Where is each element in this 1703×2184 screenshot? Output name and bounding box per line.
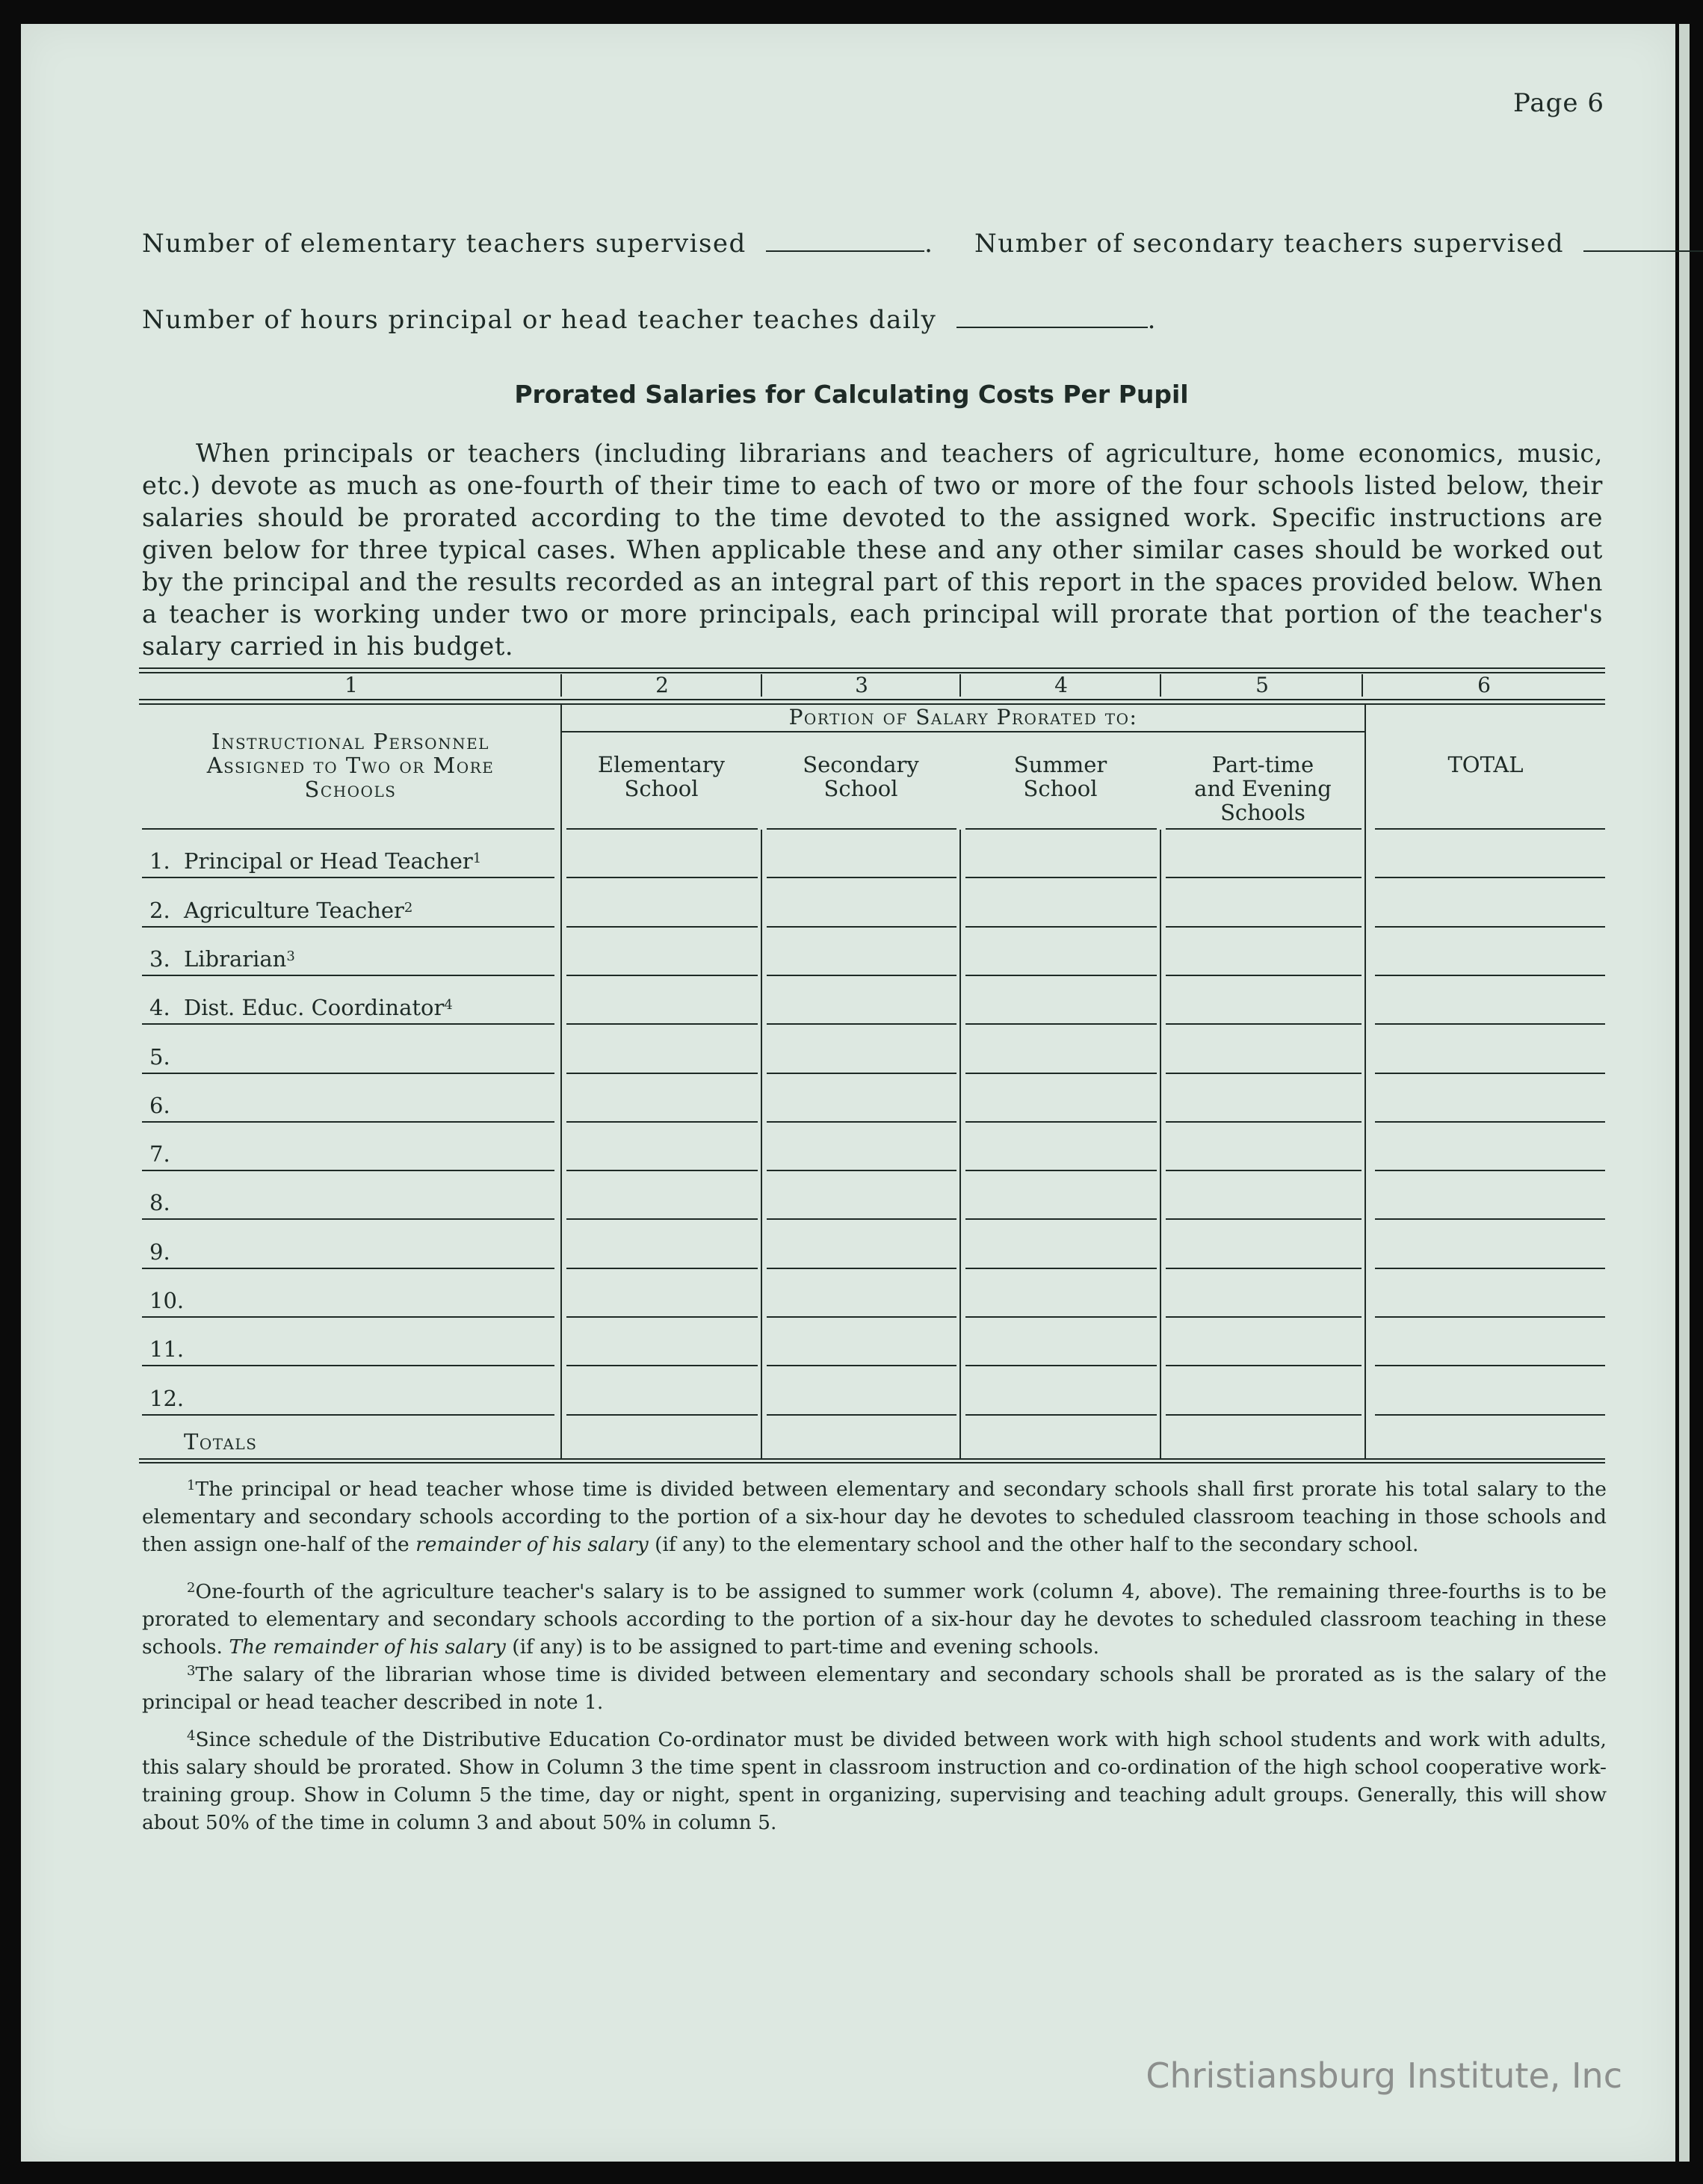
table-cell[interactable] <box>1166 877 1362 878</box>
row-line <box>142 975 554 976</box>
table-cell[interactable] <box>767 1414 956 1416</box>
footnote-ref: 2 <box>404 899 413 916</box>
row-line <box>142 926 554 928</box>
header-line: and Evening <box>1194 776 1332 801</box>
table-cell[interactable] <box>1166 1121 1362 1123</box>
footnote-mark: 4 <box>187 1728 196 1744</box>
num-divider <box>959 674 961 697</box>
table-cell[interactable] <box>566 975 758 976</box>
footnote-mark: 3 <box>187 1663 196 1679</box>
table-cell[interactable] <box>1166 1316 1362 1318</box>
header-bottom-line <box>566 828 758 830</box>
table-cell[interactable] <box>965 975 1157 976</box>
row-number: 3. <box>149 946 170 972</box>
column-divider <box>1364 703 1366 1458</box>
personnel-type: Dist. Educ. Coordinator <box>184 995 445 1021</box>
page-edge <box>1679 24 1690 2162</box>
table-cell[interactable] <box>1166 1268 1362 1269</box>
personnel-type: Agriculture Teacher <box>184 897 404 923</box>
row-number: 6. <box>149 1092 170 1118</box>
row-line <box>142 1365 554 1366</box>
table-cell[interactable] <box>566 1121 758 1123</box>
header-bottom-line <box>767 828 956 830</box>
col-number-2: 2 <box>655 673 669 697</box>
footnote-emphasis: The remainder of his salary <box>229 1635 506 1659</box>
table-cell[interactable] <box>566 1268 758 1269</box>
elementary-supervised-label: Number of elementary teachers supervised <box>142 229 747 259</box>
watermark: Christiansburg Institute, Inc <box>1146 2055 1622 2096</box>
document-page <box>21 24 1675 2162</box>
row-label <box>149 1141 184 1167</box>
intro-paragraph: When principals or teachers (including librarians and teachers of agriculture, home economics, music, etc.) devote as much as one-fourth of their time to each of two or more of the four schools listed below, their salaries should be prorated according to the time devoted to the assigned work. Specific instructions are given below for three typical cases. When applicable these and any other similar cases should be worked out by the principal and the results recorded as an integral part of this report in the spaces provided below. When a teacher is working under two or more principals, each principal will prorate that portion of the teacher's salary carried in his budget. <box>142 439 1603 661</box>
table-cell[interactable] <box>965 1023 1157 1025</box>
total-header: TOTAL <box>1447 752 1524 777</box>
footnote-emphasis: remainder of his salary <box>415 1533 649 1556</box>
table-cell[interactable] <box>767 926 956 928</box>
elementary-school-header <box>562 753 761 801</box>
elementary-supervised-field[interactable] <box>766 231 924 252</box>
table-cell[interactable] <box>1375 975 1605 976</box>
num-divider <box>761 674 762 697</box>
table-cell[interactable] <box>965 1170 1157 1171</box>
footnote-ref: 4 <box>444 997 453 1014</box>
hours-daily-label: Number of hours principal or head teacher teaches daily <box>142 305 937 335</box>
col-number-6: 6 <box>1477 673 1491 697</box>
col-number-5: 5 <box>1255 673 1269 697</box>
table-cell[interactable] <box>1166 1073 1362 1074</box>
table-cell[interactable] <box>767 1121 956 1123</box>
portion-header: Portion of Salary Prorated to: <box>788 705 1138 729</box>
table-cell[interactable] <box>767 1268 956 1269</box>
row-label <box>149 898 412 923</box>
table-cell[interactable] <box>767 1170 956 1171</box>
row-line <box>142 1170 554 1171</box>
table-cell[interactable] <box>965 1073 1157 1074</box>
table-cell[interactable] <box>1166 1414 1362 1416</box>
section-heading: Prorated Salaries for Calculating Costs Per Pupil <box>514 380 1189 409</box>
table-cell[interactable] <box>1375 1121 1605 1123</box>
table-cell[interactable] <box>965 1316 1157 1318</box>
table-cell[interactable] <box>965 877 1157 878</box>
table-cell[interactable] <box>1166 975 1362 976</box>
secondary-supervised-field[interactable] <box>1583 231 1703 252</box>
column-divider <box>959 830 961 1458</box>
table-cell[interactable] <box>1375 877 1605 878</box>
secondary-school-header <box>762 753 959 801</box>
table-bottom-rule-1 <box>139 1458 1605 1460</box>
table-cell[interactable] <box>767 1073 956 1074</box>
table-cell[interactable] <box>566 1023 758 1025</box>
row-number: 7. <box>149 1141 170 1167</box>
header-line: Secondary <box>803 752 919 777</box>
footnote: $^4$Since schedule of the Distributive Education Co-ordinator must be divided between work with high school students and work with adults, this salary should be prorated. Show in Column 3 the time spent in classroom instruction and co-ordination of the high school cooperative work-training group. Show in Column 5 the time, day or night, spent in organizing, supervising and teaching adult groups. Generally, this will show about 50% of the time in column 3 and about 50% in column 5. <box>142 1728 1607 1834</box>
header-line: Schools <box>1220 800 1305 825</box>
footnote: $^3$The salary of the librarian whose time is divided between elementary and secondary schools shall be prorated as is the salary of the principal or head teacher described in note 1. <box>142 1663 1607 1714</box>
col-number-3: 3 <box>855 673 868 697</box>
portion-underline <box>562 731 1364 732</box>
table-cell[interactable] <box>1375 1268 1605 1269</box>
table-cell[interactable] <box>1166 1023 1362 1025</box>
page-number: Page 6 <box>1513 88 1604 118</box>
table-cell[interactable] <box>1375 1073 1605 1074</box>
table-cell[interactable] <box>1375 1170 1605 1171</box>
footnote-ref: 3 <box>286 948 295 964</box>
table-cell[interactable] <box>566 1316 758 1318</box>
table-cell[interactable] <box>1375 1414 1605 1416</box>
table-cell[interactable] <box>767 877 956 878</box>
table-cell[interactable] <box>1375 926 1605 928</box>
personnel-header-line: Schools <box>304 777 397 802</box>
row-number: 8. <box>149 1190 170 1216</box>
row-number: 5. <box>149 1043 170 1070</box>
hours-row: Number of hours principal or head teacher teaches daily . <box>142 305 1157 335</box>
table-cell[interactable] <box>566 877 758 878</box>
table-cell[interactable] <box>1166 926 1362 928</box>
row-line <box>142 1316 554 1318</box>
table-cell[interactable] <box>965 1268 1157 1269</box>
table-cell[interactable] <box>1166 1365 1362 1366</box>
hours-daily-field[interactable] <box>956 307 1148 328</box>
table-cell[interactable] <box>566 926 758 928</box>
num-divider <box>1160 674 1161 697</box>
row-label <box>149 946 295 972</box>
table-cell[interactable] <box>1166 1170 1362 1171</box>
column-divider <box>1160 830 1161 1458</box>
column-divider <box>761 830 762 1458</box>
personnel-header-line: Instructional Personnel <box>211 729 489 754</box>
num-divider <box>560 674 562 697</box>
col-number-4: 4 <box>1054 673 1068 697</box>
row-label <box>149 848 481 874</box>
column-divider <box>560 703 562 1458</box>
footnote-mark: 2 <box>187 1580 196 1596</box>
summer-school-header <box>961 753 1160 801</box>
table-cell[interactable] <box>767 1023 956 1025</box>
header-bottom-line <box>965 828 1157 830</box>
num-divider <box>1362 674 1363 697</box>
table-cell[interactable] <box>566 1414 758 1416</box>
table-bottom-rule-2 <box>139 1462 1605 1463</box>
col-number-1: 1 <box>344 673 358 697</box>
row-number: 10. <box>149 1288 185 1313</box>
row-line <box>142 1121 554 1123</box>
table-cell[interactable] <box>767 1218 956 1220</box>
table-cell[interactable] <box>566 1218 758 1220</box>
header-line: School <box>1023 776 1098 801</box>
header-line: Elementary <box>597 752 726 777</box>
footnote-mark: 1 <box>187 1478 196 1493</box>
table-cell[interactable] <box>965 926 1157 928</box>
table-cell[interactable] <box>965 1218 1157 1220</box>
header-line: School <box>823 776 898 801</box>
row-line <box>142 1218 554 1220</box>
row-line <box>142 1268 554 1269</box>
row-number: 9. <box>149 1238 170 1265</box>
table-cell[interactable] <box>1375 1316 1605 1318</box>
footnote: $^2$One-fourth of the agriculture teacher's salary is to be assigned to summer work (column 4, above). The remaining three-fourths is to be prorated to elementary and secondary schools according to the portion of a six-hour day he devotes to scheduled classroom teaching in these schools. The remainder of his salary (if any) is to be assigned to part-time and evening schools. <box>142 1580 1607 1659</box>
row-label <box>149 1336 184 1362</box>
row-number: 1. <box>149 848 170 874</box>
row-line <box>142 1023 554 1025</box>
header-line: Part-time <box>1211 752 1314 777</box>
table-cell[interactable] <box>566 1365 758 1366</box>
secondary-supervised-label: Number of secondary teachers supervised <box>974 229 1565 259</box>
table-cell[interactable] <box>1375 1023 1605 1025</box>
table-cell[interactable] <box>566 1073 758 1074</box>
personnel-type: Principal or Head Teacher <box>184 848 473 874</box>
row-number: 4. <box>149 995 170 1021</box>
part-time-evening-header <box>1161 753 1364 824</box>
table-cell[interactable] <box>1375 1365 1605 1366</box>
personnel-header <box>142 729 559 801</box>
row-number: 11. <box>149 1336 185 1363</box>
table-top-rule-1 <box>139 667 1605 669</box>
footnote: $^1$The principal or head teacher whose time is divided between elementary and secondary schools shall first prorate his total salary to the elementary and secondary schools according to the portion of a six-hour day he devotes to scheduled classroom teaching in those schools and then assign one-half of the remainder of his salary (if any) to the elementary school and the other half to the secondary school. <box>142 1478 1607 1556</box>
row-label <box>149 1093 184 1118</box>
row-label <box>149 1239 184 1265</box>
table-cell[interactable] <box>965 1365 1157 1366</box>
personnel-type: Librarian <box>184 946 287 972</box>
header-line: School <box>624 776 699 801</box>
header-bottom-line <box>1375 828 1605 830</box>
table-cell[interactable] <box>1166 1218 1362 1220</box>
row-label <box>149 995 453 1020</box>
row-label <box>149 1386 184 1411</box>
header-bottom-line <box>1166 828 1362 830</box>
totals-label: Totals <box>184 1429 258 1455</box>
row-label <box>149 1190 184 1215</box>
row-line <box>142 1414 554 1416</box>
table-cell[interactable] <box>1375 1218 1605 1220</box>
row-number: 2. <box>149 897 170 923</box>
column-number-rule <box>139 699 1605 700</box>
table-cell[interactable] <box>767 1316 956 1318</box>
table-cell[interactable] <box>965 1414 1157 1416</box>
header-line: Summer <box>1013 752 1107 777</box>
row-label <box>149 1044 184 1070</box>
row-label <box>149 1288 184 1313</box>
personnel-header-line: Assigned to Two or More <box>206 753 495 778</box>
row-line <box>142 877 554 878</box>
table-cell[interactable] <box>965 1121 1157 1123</box>
row-line <box>142 1073 554 1074</box>
table-cell[interactable] <box>767 975 956 976</box>
header-bottom-line <box>142 828 554 830</box>
row-number: 12. <box>149 1385 185 1411</box>
footnote-ref: 1 <box>472 851 482 867</box>
table-cell[interactable] <box>767 1365 956 1366</box>
table-cell[interactable] <box>566 1170 758 1171</box>
supervised-row: Number of elementary teachers supervised . Number of secondary teachers supervised <box>142 229 1703 259</box>
